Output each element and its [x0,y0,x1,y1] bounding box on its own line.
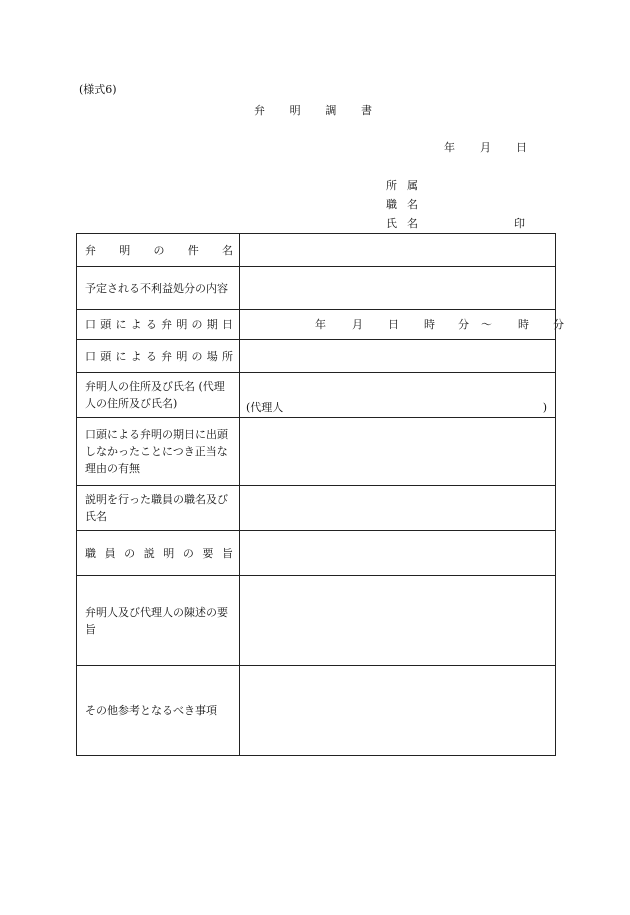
staff-name-field[interactable] [240,486,556,531]
row-label: 弁明人の住所及び氏名 (代理人の住所及び氏名) [77,373,240,418]
row-respondent-address [77,373,556,418]
row-label: その他参考となるべき事項 [77,666,240,756]
row-hearing-date [77,310,556,340]
row-staff-name [77,486,556,531]
row-label: 説明を行った職員の職名及び氏名 [77,486,240,531]
row-staff-explanation [77,531,556,576]
planned-disposition-field[interactable] [240,267,556,310]
row-label: 口頭による弁明の期日に出頭しなかったことにつき正当な理由の有無 [77,418,240,486]
statement-summary-field[interactable] [240,576,556,666]
row-planned-disposition [77,267,556,310]
agent-open-label: (代理人 [246,401,284,414]
row-case-name [77,234,556,267]
row-label: 職 員 の 説 明 の 要 旨 [77,531,240,576]
absence-reason-field[interactable] [240,418,556,486]
row-label: 予定される不利益処分の内容 [77,267,240,310]
date-month: 月 [480,141,491,154]
form-number: (様式6) [79,83,117,96]
hearing-place-field[interactable] [240,340,556,373]
row-statement-summary [77,576,556,666]
row-label: 口 頭 に よ る 弁 明 の 期 日 [77,310,240,340]
row-label: 弁明人及び代理人の陳述の要旨 [77,576,240,666]
row-label: 口 頭 に よ る 弁 明 の 場 所 [77,340,240,373]
position-label: 職 名 [386,198,418,211]
date-day: 日 [516,141,527,154]
affiliation-label: 所 属 [386,179,418,192]
name-label: 氏 名 [386,217,418,230]
seal-mark: 印 [514,217,525,230]
form-table [76,233,564,756]
staff-explanation-field[interactable] [240,531,556,576]
row-other-reference [77,666,556,756]
hearing-date-field[interactable]: 年 月 日 時 分 〜 時 分 [240,310,556,340]
row-label: 弁 明 の 件 名 [77,234,240,267]
row-hearing-place [77,340,556,373]
case-name-field[interactable] [240,234,556,267]
respondent-address-field[interactable] [240,373,556,418]
agent-close-paren: ) [542,401,547,414]
document-title: 弁 明 調 書 [254,104,372,117]
date-year: 年 [444,141,455,154]
other-reference-field[interactable] [240,666,556,756]
row-absence-reason [77,418,556,486]
